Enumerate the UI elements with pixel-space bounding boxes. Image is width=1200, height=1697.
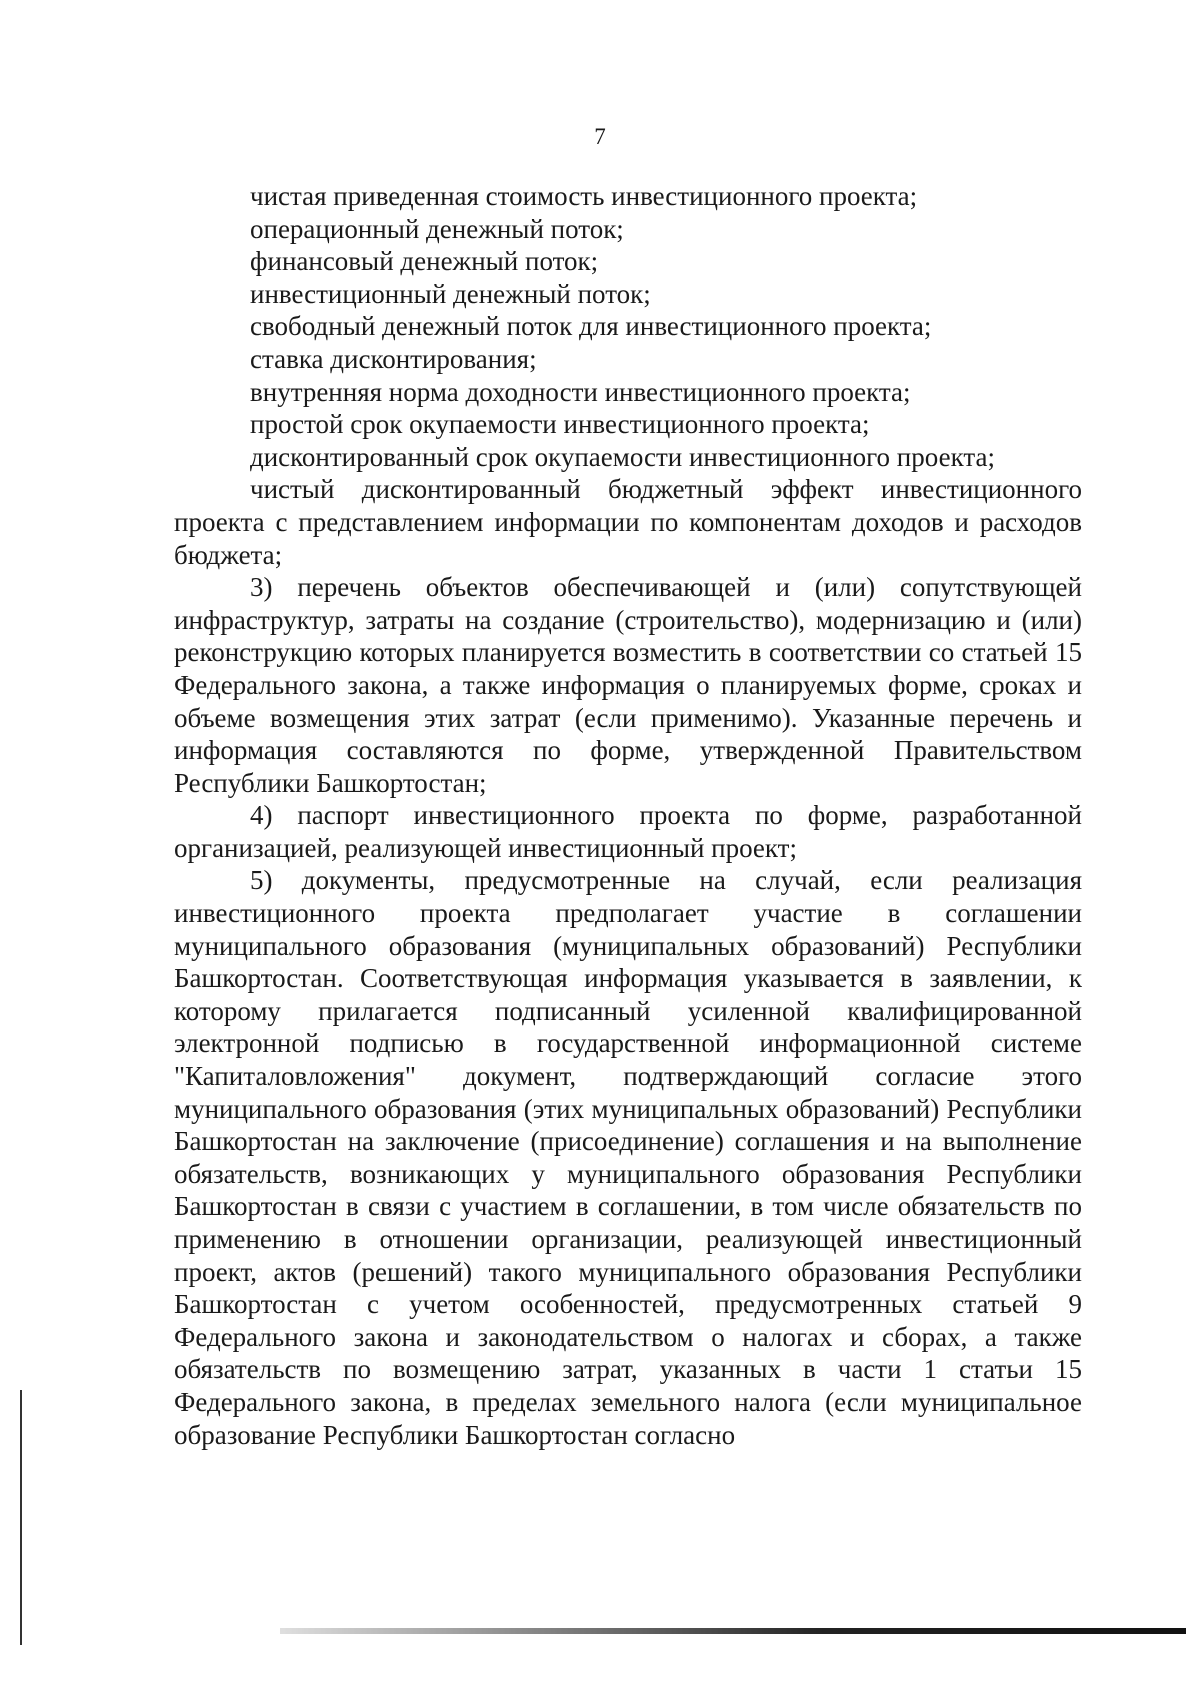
list-item: финансовый денежный поток;	[250, 246, 599, 277]
paragraph-item-3: 3) перечень объектов обеспечивающей и (или) сопутствующей инфраструктур, затраты на создание (строительство), модернизацию и (или) реконструкцию которых планируется возместить в соответствии со статьей 15 Федерального закона, а также информация о планируемых форме, сроках и объеме возмещения этих затрат (если применимо). Указанные перечень и информация составляются по форме, утвержденной Правительством Республики Башкортостан;	[174, 572, 1082, 798]
paragraph-item-4: 4) паспорт инвестиционного проекта по форме, разработанной организацией, реализующей инвестиционный проект;	[174, 800, 1082, 863]
list-item: простой срок окупаемости инвестиционного проекта;	[250, 409, 870, 440]
list-item: инвестиционный денежный поток;	[250, 278, 651, 309]
scan-bottom-edge	[280, 1628, 1186, 1634]
list-item: внутренняя норма доходности инвестиционного проекта;	[250, 376, 911, 407]
paragraph-budget-effect: чистый дисконтированный бюджетный эффект инвестиционного проекта с представлением информации по компонентам доходов и расходов бюджета;	[174, 474, 1082, 570]
list-item: ставка дисконтирования;	[250, 343, 537, 374]
paragraph-item-5: 5) документы, предусмотренные на случай, если реализация инвестиционного проекта предполагает участие в соглашении муниципального образования (муниципальных образований) Республики Башкортостан. Соответствующая информация указывается в заявлении, к которому прилагается подписанный усиленной квалифицированной электронной подписью в государственной информационной системе "Капиталовложения" документ, подтверждающий согласие этого муниципального образования (этих муниципальных образований) Республики Башкортостан на заключение (присоединение) соглашения и на выполнение обязательств, возникающих у муниципального образования Республики Башкортостан в связи с участием в соглашении, в том числе обязательств по применению в отношении организации, реализующей инвестиционный проект, актов (решений) такого муниципального образования Республики Башкортостан с учетом особенностей, предусмотренных статьей 9 Федерального закона и законодательством о налогах и сборах, а также обязательств по возмещению затрат, указанных в части 1 статьи 15 Федерального закона, в пределах земельного налога (если муниципальное образование Республики Башкортостан согласно	[174, 865, 1082, 1450]
list-item: дисконтированный срок окупаемости инвестиционного проекта;	[250, 441, 995, 472]
list-item: операционный денежный поток;	[250, 213, 624, 244]
page-number: 7	[594, 124, 606, 149]
list-item: чистая приведенная стоимость инвестиционного проекта;	[250, 181, 918, 211]
scan-margin-line	[20, 1390, 22, 1645]
list-item: свободный денежный поток для инвестиционного проекта;	[250, 311, 932, 342]
document-body	[174, 180, 1082, 1451]
